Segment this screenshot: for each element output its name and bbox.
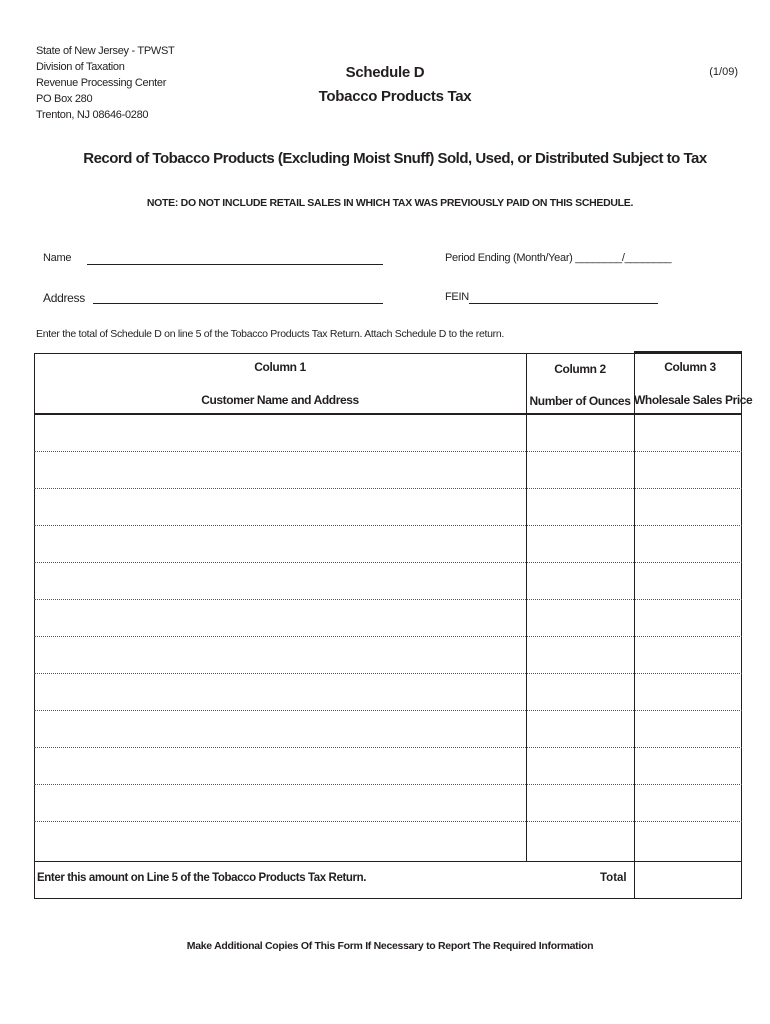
ounces-cell[interactable] (526, 748, 634, 784)
customer-name-cell[interactable] (34, 489, 526, 525)
revision-date: (1/09) (709, 66, 738, 78)
wholesale-price-cell[interactable] (634, 414, 742, 451)
table-row (34, 525, 742, 562)
address-line: Division of Taxation (36, 61, 125, 73)
wholesale-price-cell[interactable] (634, 526, 742, 562)
table-row (34, 599, 742, 636)
footer-note: Make Additional Copies Of This Form If Necessary to Report The Required Information (186, 940, 594, 952)
column-1-title: Column 1 (254, 360, 306, 374)
ounces-cell[interactable] (526, 526, 634, 562)
form-heading: Record of Tobacco Products (Excluding Moist Snuff) Sold, Used, or Distributed Subject to Tax (83, 150, 707, 167)
wholesale-price-cell[interactable] (634, 674, 742, 710)
table-row (34, 710, 742, 747)
wholesale-price-cell[interactable] (634, 563, 742, 599)
address-line: Trenton, NJ 08646-0280 (36, 109, 149, 121)
period-ending-field[interactable]: Period Ending (Month/Year) ________/________ (445, 252, 672, 264)
total-field[interactable] (635, 862, 741, 898)
column-2-title: Column 2 (554, 362, 606, 376)
fein-field[interactable] (469, 303, 658, 304)
ounces-cell[interactable] (526, 637, 634, 673)
wholesale-price-cell[interactable] (634, 637, 742, 673)
ounces-cell[interactable] (526, 414, 634, 451)
name-field[interactable] (87, 264, 383, 265)
schedule-subtitle: Tobacco Products Tax (318, 88, 472, 105)
total-label: Total (600, 872, 627, 884)
table-row (34, 821, 742, 858)
customer-name-cell[interactable] (34, 600, 526, 636)
table-row (34, 747, 742, 784)
wholesale-price-cell[interactable] (634, 785, 742, 821)
ounces-cell[interactable] (526, 489, 634, 525)
instruction-text: Enter the total of Schedule D on line 5 of the Tobacco Products Tax Return. Attach Schedule D to the return. (36, 328, 505, 340)
table-row (34, 562, 742, 599)
return-address (36, 43, 174, 123)
ounces-cell[interactable] (526, 452, 634, 488)
ounces-cell[interactable] (526, 822, 634, 858)
customer-name-cell[interactable] (34, 785, 526, 821)
column-3-title: Column 3 (664, 360, 716, 374)
table-row (34, 636, 742, 673)
customer-name-cell[interactable] (34, 526, 526, 562)
fein-label: FEIN (445, 291, 469, 303)
wholesale-price-cell[interactable] (634, 452, 742, 488)
customer-name-cell[interactable] (34, 822, 526, 858)
form-note: NOTE: DO NOT INCLUDE RETAIL SALES IN WHICH TAX WAS PREVIOUSLY PAID ON THIS SCHEDULE. (146, 197, 634, 209)
table-row (34, 488, 742, 525)
ounces-cell[interactable] (526, 785, 634, 821)
customer-name-cell[interactable] (34, 711, 526, 747)
name-label: Name (43, 252, 72, 264)
ounces-cell[interactable] (526, 600, 634, 636)
address-line: Revenue Processing Center (36, 77, 167, 89)
customer-name-cell[interactable] (34, 674, 526, 710)
customer-name-cell[interactable] (34, 563, 526, 599)
address-field[interactable] (93, 303, 383, 304)
entry-rows (34, 414, 742, 858)
address-line: State of New Jersey - TPWST (36, 45, 175, 57)
column-3-subtitle: Wholesale Sales Price (634, 393, 753, 407)
total-instruction: Enter this amount on Line 5 of the Tobacco Products Tax Return. (37, 872, 366, 884)
column-1-subtitle: Customer Name and Address (201, 393, 359, 407)
wholesale-price-cell[interactable] (634, 489, 742, 525)
customer-name-cell[interactable] (34, 637, 526, 673)
table-row (34, 784, 742, 821)
address-line: PO Box 280 (36, 93, 93, 105)
column-2-subtitle: Number of Ounces (529, 394, 631, 408)
customer-name-cell[interactable] (34, 452, 526, 488)
customer-name-cell[interactable] (34, 414, 526, 451)
address-label: Address (43, 291, 85, 305)
schedule-title: Schedule D (345, 64, 425, 81)
table-row (34, 414, 742, 451)
ounces-cell[interactable] (526, 674, 634, 710)
wholesale-price-cell[interactable] (634, 711, 742, 747)
customer-name-cell[interactable] (34, 748, 526, 784)
ounces-cell[interactable] (526, 711, 634, 747)
ounces-cell[interactable] (526, 563, 634, 599)
wholesale-price-cell[interactable] (634, 600, 742, 636)
wholesale-price-cell[interactable] (634, 822, 742, 858)
table-row (34, 451, 742, 488)
wholesale-price-cell[interactable] (634, 748, 742, 784)
column-3-header-rule (634, 351, 742, 353)
table-row (34, 673, 742, 710)
